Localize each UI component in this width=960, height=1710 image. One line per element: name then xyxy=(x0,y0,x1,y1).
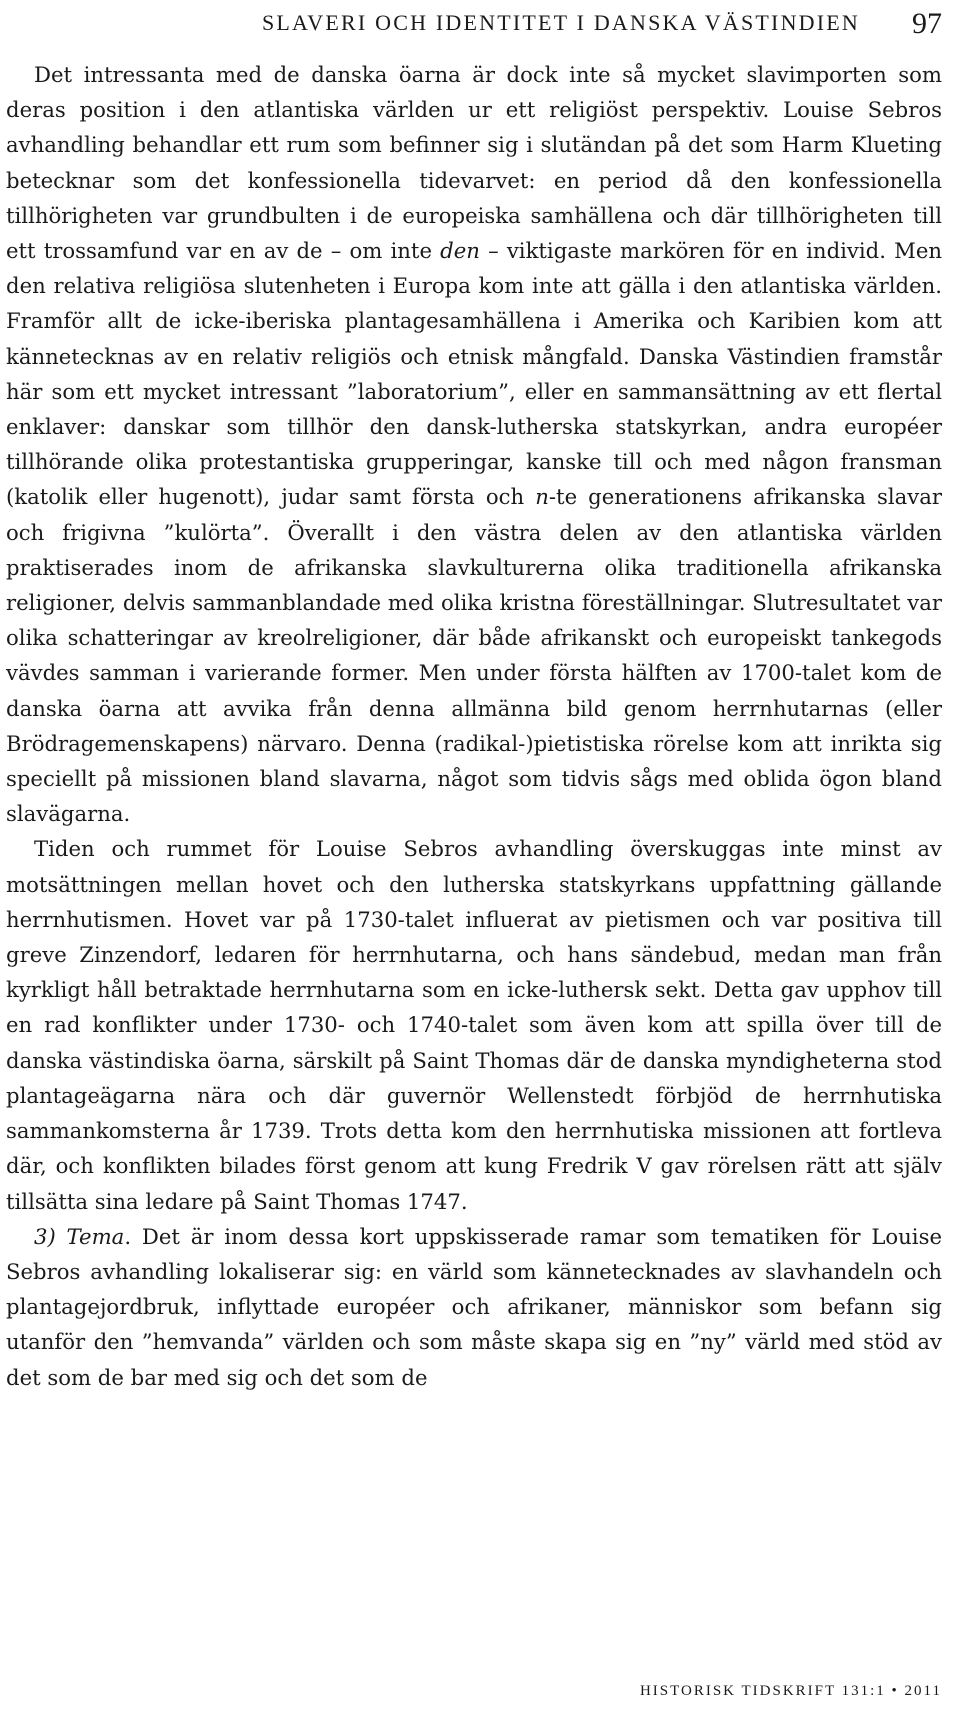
paragraph-1-text-c: -te generationens afrikanska slavar och frigivna ”kulörta”. Överallt i den västra delen av den atlantiska världen praktiserades inom de afrikanska slavkulturerna olika traditionella afrikanska religioner, delvis sammanblandade med olika kristna föreställningar. Slutresultatet var olika schatteringar av kreolreligioner, där både afrikanskt och europeiskt tankegods vävdes samman i varierande former. Men under första hälften av 1700-talet kom de danska öarna att avvika från denna allmänna bild genom herrnhutarnas (eller Brödragemenskapens) närvaro. Denna (radikal-)pietistiska rörelse kom att inrikta sig speciellt på missionen bland slavarna, något som tidvis sågs med oblida ögon bland slavägarna. xyxy=(6,484,942,827)
section-heading-tema: 3) Tema xyxy=(34,1223,125,1249)
emphasis-den: den xyxy=(440,238,480,264)
running-header xyxy=(0,8,942,48)
paragraph-1-text-b: – viktigaste markören för en individ. Men den relativa religiösa slutenheten i Europa kom inte att gälla i den atlantiska världen. Framför allt de icke-iberiska plantagesamhällena i Amerika och Karibien kom att kännetecknas av en relativ religiös och etnisk mångfald. Danska Västindien framstår här som ett mycket intressant ”laboratorium”, eller en sammansättning av ett flertal enklaver: danskar som tillhör den dansk-lutherska statskyrkan, andra européer tillhörande olika protestantiska grupperingar, kanske till och med någon fransman (katolik eller hugenott), judar samt första och xyxy=(6,238,943,510)
emphasis-n: n xyxy=(535,484,549,510)
paragraph-1-text-a: Det intressanta med de danska öarna är dock inte så mycket slavimporten som deras position i den atlantiska världen ur ett religiöst perspektiv. Louise Sebros avhandling behandlar ett rum som befinner sig i slutändan på det som Harm Klueting betecknar som det konfessionella tidevarvet: en period då den konfessionella tillhörigheten var grundbulten i de europeiska samhällena och där tillhörigheten till ett trossamfund var en av de – om inte xyxy=(6,62,942,264)
paragraph-1 xyxy=(6,57,942,831)
body-text xyxy=(6,57,942,1395)
paragraph-3 xyxy=(6,1219,942,1395)
paragraph-2: Tiden och rummet för Louise Sebros avhandling överskuggas inte minst av motsättningen mellan hovet och den lutherska statskyrkans uppfattning gällande herrnhutismen. Hovet var på 1730-talet influerat av pietismen och var positiva till greve Zinzendorf, ledaren för herrnhutarna, och hans sändebud, medan man från kyrkligt håll betraktade herrnhutarna som en icke-luthersk sekt. Detta gav upphov till en rad konflikter under 1730- och 1740-talet som även kom att spilla över till de danska västindiska öarna, särskilt på Saint Thomas där de danska myndigheterna stod plantageägarna nära och där guvernör Wellenstedt förbjöd de herrnhutiska sammankomsterna år 1739. Trots detta kom den herrnhutiska missionen att fortleva där, och konflikten bilades först genom att kung Fredrik V gav rörelsen rätt att själv tillsätta sina ledare på Saint Thomas 1747. xyxy=(6,836,942,1214)
paragraph-3-text: . Det är inom dessa kort uppskisserade ramar som tematiken för Louise Sebros avhandling lokaliserar sig: en värld som kännetecknades av slavhandeln och plantagejordbruk, inflyttade européer och afrikaner, människor som befann sig utanför den ”hemvanda” världen och som måste skapa sig en ”ny” värld med stöd av det som de bar med sig och det som de xyxy=(6,1223,942,1390)
page-number: 97 xyxy=(912,7,942,40)
journal-footer: HISTORISK TIDSKRIFT 131:1 • 2011 xyxy=(639,1683,942,1699)
running-title: SLAVERI OCH IDENTITET I DANSKA VÄSTINDIEN xyxy=(261,10,860,35)
